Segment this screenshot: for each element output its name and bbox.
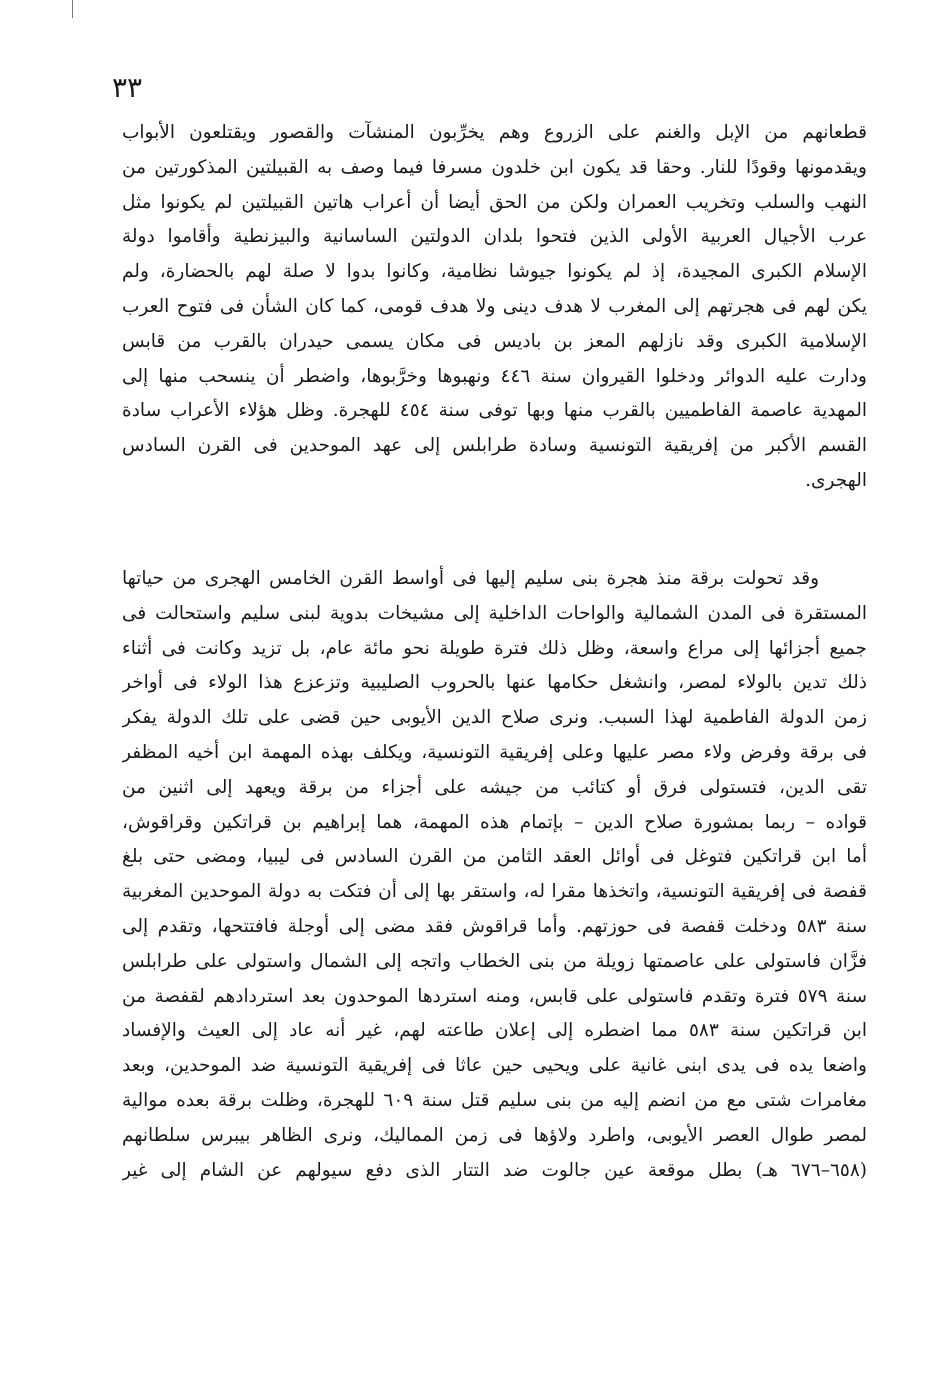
text-line: زمن الدولة الفاطمية لهذا السبب. ونرى صلاح الدين الأيوبى حين قضى على تلك الدولة يفكر (122, 707, 867, 729)
text-line: مغامرات شتى مع من انضم إليه من بنى سليم قتل سنة ٦٠٩ للهجرة، وظلت برقة بعده موالية (122, 1089, 867, 1111)
page-number: ٣٣ (112, 71, 143, 104)
text-line: يكن لهم فى هجرتهم إلى المغرب لا هدف دينى ولا هدف قومى، كما كان الشأن فى فتوح العرب (122, 295, 867, 317)
text-line: المهدية عاصمة الفاطميين بالقرب منها وبها توفى سنة ٤٥٤ للهجرة. وظل هؤلاء الأعراب سادة (122, 400, 867, 422)
text-line: عرب الأجيال العربية الأولى الذين فتحوا بلدان الدولتين الساسانية والبيزنطية وأقاموا دولة (122, 226, 867, 248)
text-line: فى برقة وفرض ولاء مصر عليها وعلى إفريقية التونسية، ويكلف بهذه المهمة ابن أخيه المظفر (122, 741, 867, 763)
text-line: المستقرة فى المدن الشمالية والواحات الداخلية إلى مشيخات بدوية لبنى سليم واستحالت فى (122, 602, 867, 624)
text-line: تقى الدين، فتستولى فرق أو كتائب من جيشه على أجزاء من برقة ويعهد إلى اثنين من (122, 776, 867, 798)
text-line: النهب والسلب وتخريب العمران ولكن من الحق أيضا أن أعراب هاتين القبيلتين لم يكونوا مثل (122, 191, 867, 213)
text-line: (٦٥٨–٦٧٦ هـ) بطل موقعة عين جالوت ضد التتار الذى دفع سيولهم عن الشام إلى غير (122, 1159, 867, 1181)
text-line: وقد تحولت برقة منذ هجرة بنى سليم إليها فى أواسط القرن الخامس الهجرى من حياتها (122, 568, 819, 589)
text-line: فزَّان فاستولى على عاصمتها زويلة من بنى الخطاب واتجه إلى الشمال واستولى على طرابلس (122, 950, 867, 972)
text-line: ويقدمونها وقودًا للنار. وحقا قد يكون ابن خلدون مسرفا فيما وصف به القبيلتين المذكورتين من (122, 156, 867, 178)
text-line: الإسلامية الكبرى وقد نازلهم المعز بن باديس فى مكان يسمى حيدران بالقرب من قابس (122, 330, 867, 352)
text-line: ذلك تدين بالولاء لمصر، وانشغل حكامها عنها بالحروب الصليبية وتزعزع هذا الولاء فى أواخر (122, 672, 867, 694)
text-line: الهجرى. (805, 469, 867, 491)
text-line: القسم الأكبر من إفريقية التونسية وسادة طرابلس إلى عهد الموحدين فى القرن السادس (122, 435, 867, 457)
text-line: قطعانهم من الإبل والغنم على الزروع وهم يخرِّبون المنشآت والقصور ويقتلعون الأبواب (122, 122, 867, 143)
text-line: الإسلام الكبرى المجيدة، إذ لم يكونوا جيوشا نظامية، وكانوا بدوا لا صلة لهم بالحضارة، ولم (122, 261, 867, 283)
text-line: واضعا يده فى يدى ابنى غانية على ويحيى حين عاثا فى إفريقية التونسية ضد الموحدين، وبعد (122, 1055, 867, 1077)
text-line: قواده – ربما بمشورة صلاح الدين – بإتمام هذه المهمة، هما إبراهيم بن قراتكين وقراقوش، (122, 811, 867, 833)
text-line: لمصر طوال العصر الأيوبى، واطرد ولاؤها فى زمن المماليك، ونرى الظاهر بيبرس سلطانهم (122, 1124, 867, 1146)
text-line: سنة ٥٧٩ فترة وتقدم فاستولى على قابس، ومنه استردها الموحدون بعد استردادهم لقفصة من (122, 985, 867, 1007)
paragraph-2 (122, 562, 867, 1188)
paragraph-1 (122, 116, 867, 499)
text-line: جميع أجزائها إلى مراع واسعة، وظل ذلك فترة طويلة نحو مائة عام، بل تزيد وكانت فى أثناء (122, 637, 867, 659)
text-line: سنة ٥٨٣ ودخلت قفصة فى حوزتهم. وأما قراقوش فقد مضى إلى أوجلة فافتتحها، وتقدم إلى (122, 915, 867, 937)
text-line: قفصة فى إفريقية التونسية، واتخذها مقرا له، واستقر بها إلى أن فتكت به دولة الموحدين المغربية (122, 881, 867, 903)
scan-artifact-line (72, 0, 73, 18)
text-line: أما ابن قراتكين فتوغل فى أوائل العقد الثامن من القرن السادس فى ليبيا، ومضى حتى بلغ (122, 846, 867, 868)
text-line: ودارت عليه الدوائر ودخلوا القيروان سنة ٤٤٦ ونهبوها وخرَّبوها، واضطر أن ينسحب منها إلى (122, 365, 867, 387)
text-line: ابن قراتكين سنة ٥٨٣ مما اضطره إلى إعلان طاعته لهم، غير أنه عاد إلى العيث والإفساد (122, 1020, 867, 1042)
